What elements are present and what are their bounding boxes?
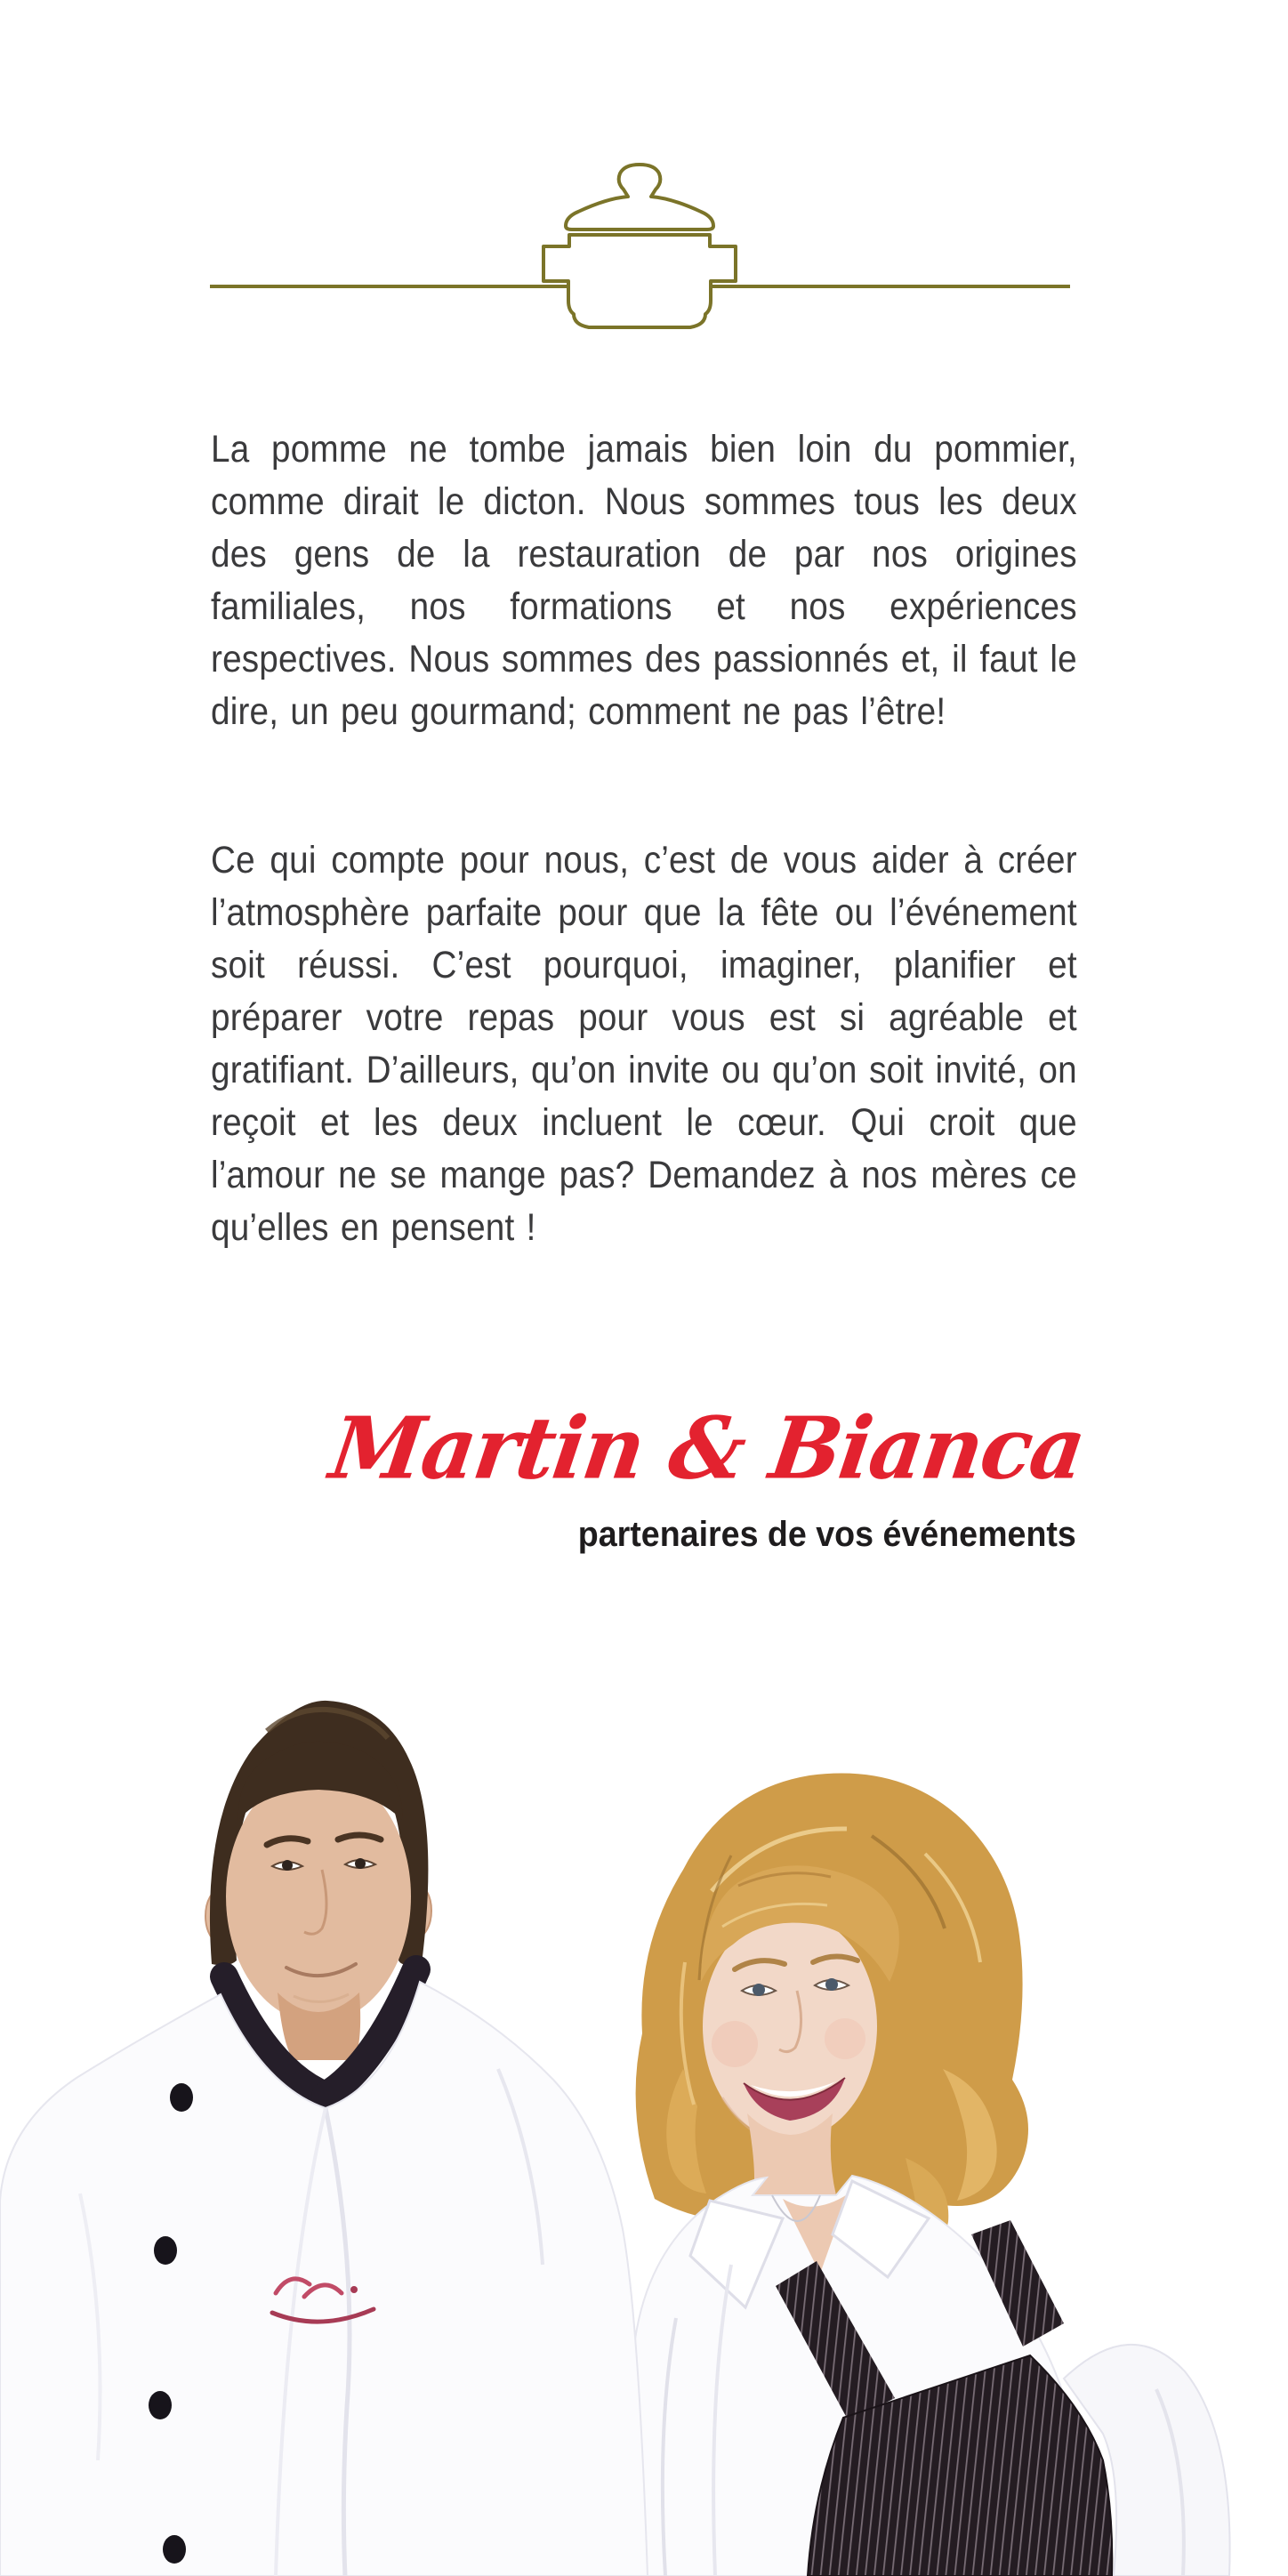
signature-tagline-text: partenaires de vos événements — [577, 1515, 1076, 1554]
signature-names — [211, 1398, 1091, 1500]
signature-names-text: Martin & Bianca — [324, 1398, 1091, 1500]
intro-paragraph-2: Ce qui compte pour nous, c’est de vous aider à créer l’atmosphère parfaite pour que la fête ou l’événement soit réussi. C’est pourquoi, imaginer, planifier et préparer votre repas pour vous est si agréable et gratifiant. D’ailleurs, qu’on invite ou qu’on soit invité, on reçoit et les deux incluent le cœur. Qui croit que l’amour ne se mange pas? Demandez à nos mères ce qu’elles en pensent ! — [211, 839, 1077, 1249]
header-ornament — [0, 0, 1288, 382]
stockpot-icon — [543, 165, 736, 327]
intro-paragraph-1: La pomme ne tombe jamais bien loin du pommier, comme dirait le dicton. Nous sommes tous les deux des gens de la restauration de par nos origines familiales, nos formations et nos expériences respectives. Nous sommes des passionnés et, il faut le dire, un peu gourmand; comment ne pas l’être! — [211, 428, 1077, 733]
martin-face — [226, 1742, 411, 2023]
martin-bianca-photo — [0, 1695, 1288, 2576]
signature-tagline — [211, 1514, 1076, 1555]
